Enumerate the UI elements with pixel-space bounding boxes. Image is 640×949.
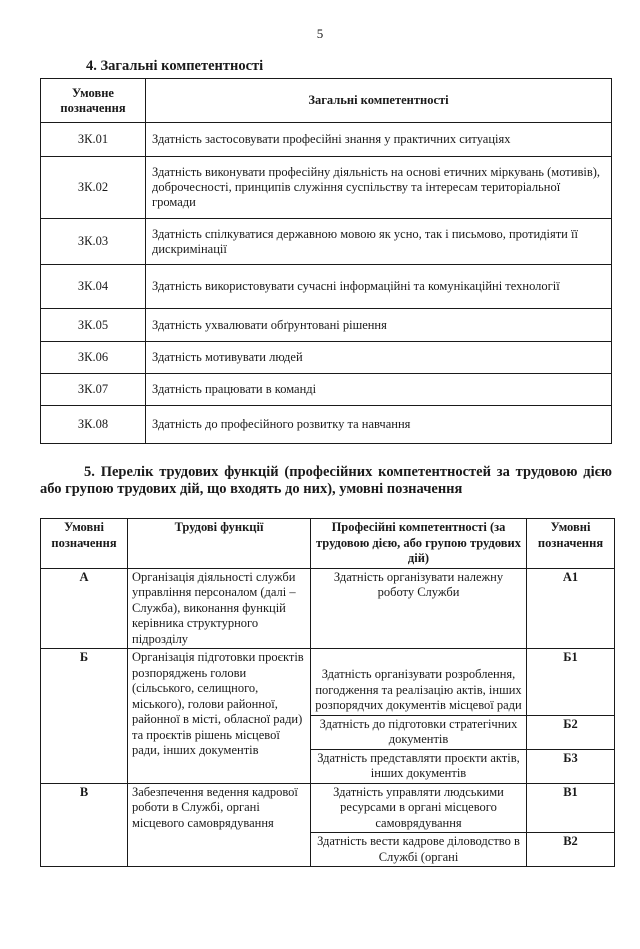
- table-row: [41, 265, 612, 309]
- competency-code: А1: [527, 568, 615, 649]
- row-code: ЗК.07: [41, 374, 146, 406]
- table-row: [41, 406, 612, 444]
- row-text: Здатність виконувати професійну діяльність на основі етичних міркувань (мотивів), доброчесності, принципів служіння суспільству та інтересам територіальної громади: [146, 157, 612, 219]
- header-code-2: Умовні позначення: [527, 519, 615, 569]
- function-code: В: [41, 783, 128, 867]
- general-competencies-table: [40, 78, 612, 444]
- competency-text: Здатність до підготовки стратегічних документів: [311, 715, 527, 749]
- row-code: ЗК.08: [41, 406, 146, 444]
- section-4-title: 4. Загальні компетентності: [86, 58, 264, 74]
- table-row: [41, 123, 612, 157]
- table-row: [41, 783, 615, 833]
- header-code: Умовне позначення: [41, 79, 146, 123]
- header-code-1: Умовні позначення: [41, 519, 128, 569]
- row-code: ЗК.01: [41, 123, 146, 157]
- labor-functions-table: [40, 518, 615, 867]
- table-row: [41, 219, 612, 265]
- row-text: Здатність мотивувати людей: [146, 342, 612, 374]
- row-text: Здатність спілкуватися державною мовою як усно, так і письмово, протидіяти її дискримінації: [146, 219, 612, 265]
- competency-code: В2: [527, 833, 615, 867]
- header-name: Загальні компетентності: [146, 79, 612, 123]
- function-text: Організація підготовки проєктів розпоряджень голови (сільського, селищного, міського), голови районної, районної в місті, обласної ради) та проєктів рішень місцевої ради, інших документів: [128, 649, 311, 784]
- competency-code: Б3: [527, 749, 615, 783]
- competency-text: Здатність організувати розроблення, погодження та реалізацію актів, інших розпорядчих документів місцевої ради: [311, 649, 527, 716]
- section-5-title: [40, 464, 612, 498]
- page-number: 5: [316, 26, 324, 41]
- header-competencies: Професійні компетентності (за трудовою дією, або групою трудових дій): [311, 519, 527, 569]
- competency-text: Здатність управляти людськими ресурсами в органі місцевого самоврядування: [311, 783, 527, 833]
- function-text: Організація діяльності служби управління персоналом (далі – Служба), виконання функцій керівника структурного підрозділу: [128, 568, 311, 649]
- table-row: [41, 342, 612, 374]
- header-functions: Трудові функції: [128, 519, 311, 569]
- row-text: Здатність ухвалювати обґрунтовані рішення: [146, 309, 612, 342]
- row-code: ЗК.06: [41, 342, 146, 374]
- section-5-title-text: 5. Перелік трудових функцій (професійних компетентностей за трудовою дією або групою трудових дій, що входять до них), умовні позначення: [40, 464, 612, 497]
- competency-text: Здатність вести кадрове діловодство в Службі (органі: [311, 833, 527, 867]
- table-row: [41, 568, 615, 649]
- table-header-row: [41, 519, 615, 569]
- table-header-row: [41, 79, 612, 123]
- competency-text: Здатність організувати належну роботу Служби: [311, 568, 527, 649]
- competency-code: Б2: [527, 715, 615, 749]
- table-row: [41, 649, 615, 716]
- table-row: [41, 157, 612, 219]
- function-text: Забезпечення ведення кадрової роботи в Службі, органі місцевого самоврядування: [128, 783, 311, 867]
- row-text: Здатність працювати в команді: [146, 374, 612, 406]
- row-code: ЗК.03: [41, 219, 146, 265]
- row-text: Здатність використовувати сучасні інформаційні та комунікаційні технології: [146, 265, 612, 309]
- row-text: Здатність застосовувати професійні знання у практичних ситуаціях: [146, 123, 612, 157]
- row-code: ЗК.05: [41, 309, 146, 342]
- competency-code: Б1: [527, 649, 615, 716]
- table-row: [41, 309, 612, 342]
- row-text: Здатність до професійного розвитку та навчання: [146, 406, 612, 444]
- function-code: Б: [41, 649, 128, 784]
- competency-code: В1: [527, 783, 615, 833]
- function-code: А: [41, 568, 128, 649]
- row-code: ЗК.04: [41, 265, 146, 309]
- row-code: ЗК.02: [41, 157, 146, 219]
- competency-text: Здатність представляти проєкти актів, інших документів: [311, 749, 527, 783]
- table-row: [41, 374, 612, 406]
